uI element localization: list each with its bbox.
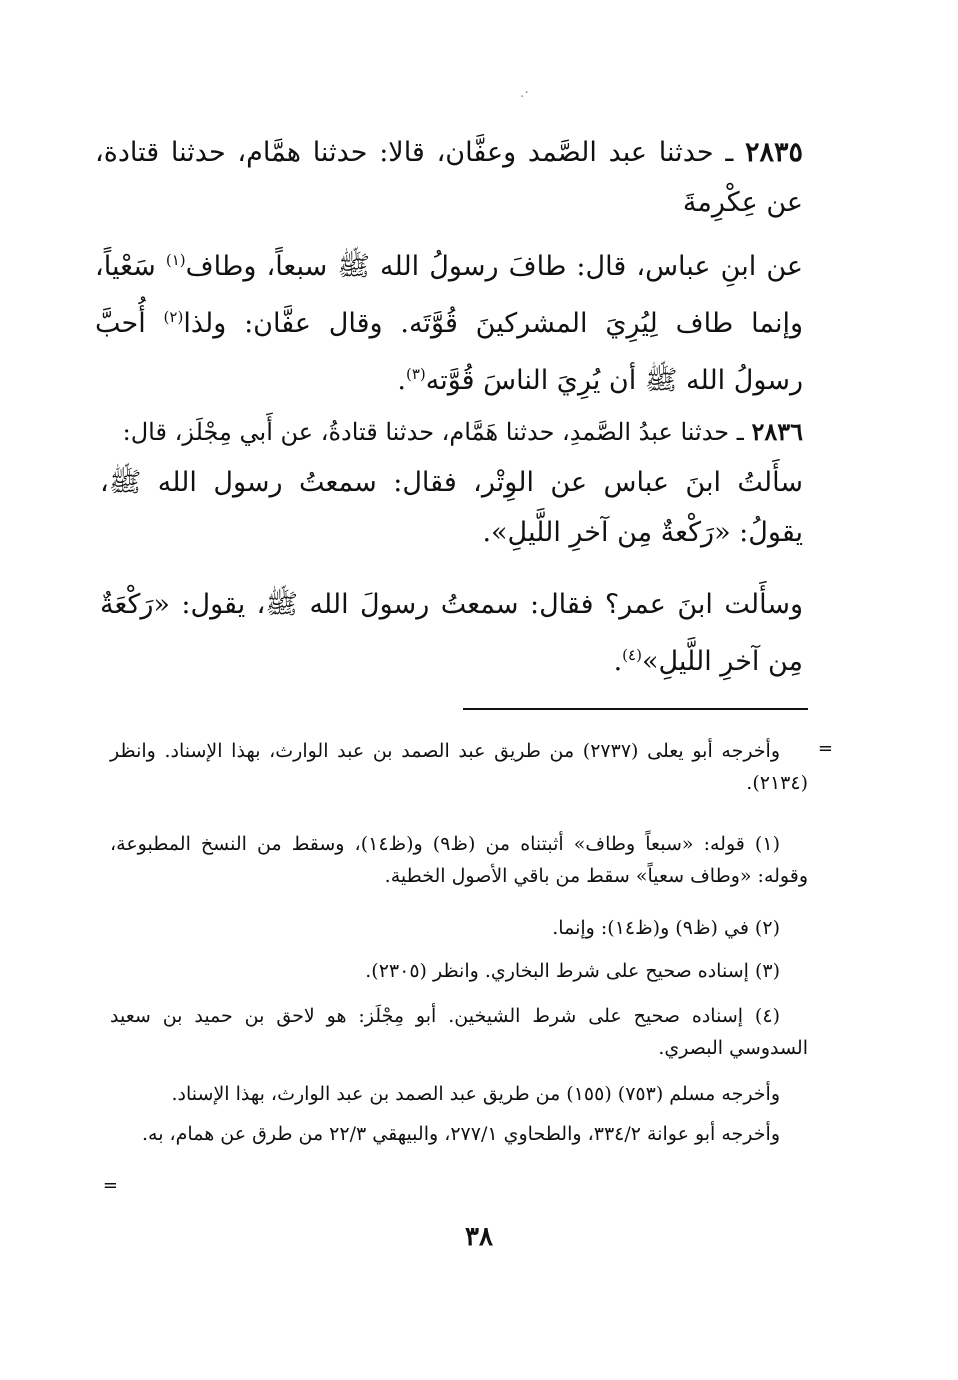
footnote-4: (٤) إسناده صحيح على شرط الشيخين. أبو مِجْلَز: هو لاحق بن حميد بن سعيد السدوسي البصري. [110,1005,808,1059]
hadith-2835-matn [95,235,803,406]
matn-end: . [613,646,623,677]
continuation-mark-bottom: = [102,1175,118,1196]
footnote-ref-4: (٤) [622,646,642,664]
footnote-3: (٣) إسناده صحيح على شرط البخاري. وانظر (٢٣٠٥). [365,960,780,982]
matn-text: وسأَلت ابنَ عمر؟ فقال: سمعتُ رسولَ الله ﷺ، يقول: «رَكْعَةٌ مِن آخرِ اللَّيلِ» [100,589,803,677]
isnad-text: ـ حدثنا عبدُ الصَّمدِ، حدثنا هَمَّام، حدثنا قتادةُ، عن أَبي مِجْلَز، قال: [122,418,752,446]
footnote-continuation: وأخرجه أبو يعلى (٢٧٣٧) من طريق عبد الصمد بن عبد الوارث، بهذا الإسناد. وانظر (٢١٣٤). [110,740,808,794]
footnote-1: (١) قوله: «سبعاً وطاف» أثبتناه من (ظ٩) و(ظ١٤)، وسقط من النسخ المطبوعة، وقوله: «وطاف سعياً» سقط من باقي الأصول الخطية. [110,833,808,887]
hadith-2835-isnad [95,128,803,228]
footnote-4-others: وأخرجه أبو عوانة ٣٣٤/٢، والطحاوي ٢٧٧/١، والبيهقي ٢٢/٣ من طرق عن همام، به. [141,1123,780,1145]
isnad-text: ـ حدثنا عبد الصَّمد وعفَّان، قالا: حدثنا همَّام، حدثنا قتادة، عن عِكْرِمةَ [95,137,803,218]
footnote-2: (٢) في (ظ٩) و(ظ١٤): وإنما. [552,917,780,939]
hadith-number: ٢٨٣٦ [751,417,803,446]
hadith-2836-question-1 [100,458,803,558]
continuation-mark: = [817,738,833,759]
footnote-ref-2: (٢) [163,308,184,326]
scan-speck: ·. [520,85,529,101]
matn-text: سَعْياً، وإنما طاف لِيُرِيَ المشركينَ قُوَّتَه. وقال عفَّان: ولذا [95,251,803,339]
hadith-number: ٢٨٣٥ [744,137,803,168]
footnote-ref-3: (٣) [405,365,426,383]
hadith-2836-isnad [100,412,803,452]
footnote-4-muslim: وأخرجه مسلم (٧٥٣) (١٥٥) من طريق عبد الصمد بن عبد الوارث، بهذا الإسناد. [171,1083,780,1105]
matn-text: أُحبَّ رسولُ الله ﷺ أن يُرِيَ الناسَ قُوَّته [95,308,803,396]
matn-text: عن ابنِ عباس، قال: طافَ رسولُ الله ﷺ سبعاً، وطاف [185,251,803,282]
footnote-separator [463,708,808,710]
hadith-2836-question-2 [100,580,803,687]
footnote-ref-1: (١) [165,251,186,269]
matn-end: . [397,365,406,396]
matn-text: سأَلتُ ابنَ عباس عن الوِتْر، فقال: سمعتُ رسول الله ﷺ، يقولُ: «رَكْعةٌ مِن آخرِ اللَّيلِ». [100,467,803,548]
page-number: ٣٨ [465,1222,493,1252]
